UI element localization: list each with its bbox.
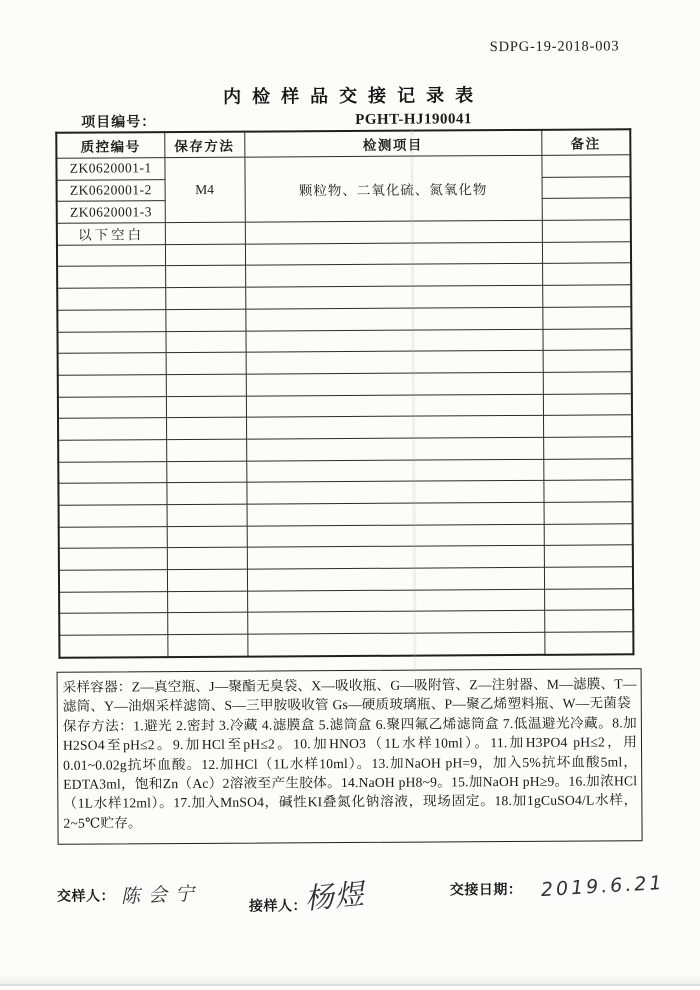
empty-cell	[543, 415, 632, 437]
empty-cell	[165, 287, 245, 309]
empty-cell	[167, 591, 247, 613]
remark-cell	[541, 155, 630, 177]
empty-cell	[246, 416, 543, 440]
empty-cell	[58, 418, 166, 440]
empty-cell	[245, 307, 542, 331]
sampler-signature: 陈会宁	[120, 882, 203, 908]
empty-cell	[167, 634, 247, 657]
empty-cell	[245, 329, 542, 353]
empty-cell	[59, 591, 167, 613]
empty-cell	[59, 635, 167, 658]
empty-cell	[165, 309, 245, 331]
empty-cell	[58, 353, 166, 375]
empty-cell	[58, 483, 166, 505]
empty-cell	[543, 350, 632, 372]
qc-number-cell: ZK0620001-3	[57, 201, 165, 223]
empty-cell	[542, 285, 631, 307]
empty-cell	[166, 396, 246, 418]
column-header: 备注	[541, 129, 630, 155]
empty-cell	[247, 502, 544, 526]
handover-date-value: 2019.6.21	[539, 871, 665, 902]
empty-cell	[247, 524, 544, 548]
empty-cell	[59, 570, 167, 592]
empty-cell	[167, 504, 247, 526]
empty-cell	[57, 244, 165, 266]
empty-cell	[166, 374, 246, 396]
empty-cell	[543, 437, 632, 459]
empty-cell	[167, 548, 247, 570]
page-bottom-edge	[0, 984, 700, 986]
empty-cell	[166, 439, 246, 461]
project-number-value: PGHT-HJ190041	[355, 111, 473, 128]
empty-cell	[247, 546, 544, 570]
methods-note	[63, 713, 638, 833]
empty-cell	[57, 288, 165, 310]
table-row	[59, 632, 633, 658]
column-header: 质控编号	[56, 132, 164, 158]
empty-cell	[544, 589, 633, 611]
test-items-cell: 颗粒物、二氧化硫、氮氧化物	[244, 155, 541, 222]
handover-date-label: 交接日期：	[449, 882, 523, 899]
empty-cell	[542, 328, 631, 350]
empty-cell	[167, 613, 247, 635]
empty-cell	[542, 307, 631, 329]
empty-cell	[165, 331, 245, 353]
empty-cell	[59, 505, 167, 527]
remark-cell	[542, 220, 631, 242]
empty-cell	[247, 632, 544, 656]
empty-cell	[166, 352, 246, 374]
empty-cell	[544, 610, 633, 632]
empty-cell	[57, 309, 165, 331]
empty-cell	[58, 461, 166, 483]
remark-cell	[542, 198, 631, 220]
empty-cell	[166, 482, 246, 504]
empty-cell	[542, 263, 631, 285]
empty-cell	[58, 374, 166, 396]
receiver-field	[249, 878, 365, 920]
sampler-label: 交样人：	[56, 889, 115, 905]
empty-cell	[245, 220, 542, 244]
empty-cell	[247, 611, 544, 635]
sampler-field	[57, 879, 202, 907]
receiver-label: 接样人：	[248, 899, 308, 915]
empty-cell	[166, 417, 246, 439]
empty-cell	[245, 264, 542, 288]
empty-cell	[246, 459, 543, 483]
empty-cell	[57, 266, 165, 288]
methods-note-label: 保存方法：	[62, 718, 134, 734]
remark-cell	[542, 176, 631, 198]
empty-cell	[544, 545, 633, 567]
empty-cell	[247, 567, 544, 591]
empty-cell	[543, 480, 632, 502]
page-bottom-shade	[0, 974, 700, 984]
empty-cell	[246, 372, 543, 396]
empty-cell	[167, 569, 247, 591]
empty-cell	[165, 244, 245, 266]
signature-row	[3, 872, 700, 936]
empty-cell	[544, 523, 633, 545]
empty-cell	[165, 222, 245, 244]
empty-cell	[543, 458, 632, 480]
receiver-signature: 杨煜	[303, 876, 367, 916]
empty-cell	[59, 548, 167, 570]
empty-cell	[167, 526, 247, 548]
empty-cell	[544, 567, 633, 589]
qc-number-cell: ZK0620001-1	[56, 158, 164, 180]
empty-cell	[246, 394, 543, 418]
empty-cell	[166, 461, 246, 483]
sample-handover-table	[55, 128, 634, 658]
handover-date-field	[449, 871, 665, 902]
empty-cell	[245, 285, 542, 309]
page-title: 内检样品交接记录表	[222, 85, 485, 107]
empty-cell	[246, 481, 543, 505]
empty-cell	[544, 632, 633, 655]
methods-note-text: 1.避光 2.密封 3.冷藏 4.滤膜盒 5.滤筒盒 6.聚四氟乙烯滤筒盒 7.低温避光冷藏。8.加H2SO4至pH≤2。9.加HCl至pH≤2。10.加HNO3（1L水样10ml）。11.加H3PO4 pH≤2，用0.01~0.02g抗坏血酸。12.加HCl（1L水样10ml）。13.加NaOH pH=9，加入5%抗坏血酸5ml，EDTA3ml，饱和Zn（Ac）2溶液至产生胶体。14.NaOH pH8~9。15.加NaOH pH≥9。16.加浓HCl（1L水样12ml）。17.加入MnSO4，碱性KI叠氮化钠溶液，现场固定。18.加1gCuSO4/L水样，2~5℃贮存。	[62, 715, 638, 831]
document-code: SDPG-19-2018-003	[489, 38, 620, 56]
container-note-label: 采样容器：	[62, 679, 132, 695]
empty-cell	[246, 351, 543, 375]
empty-cell	[58, 440, 166, 462]
table-header-row	[56, 129, 630, 158]
empty-cell	[165, 266, 245, 288]
empty-cell	[59, 526, 167, 548]
empty-cell	[247, 589, 544, 613]
column-header: 保存方法	[164, 132, 244, 158]
empty-cell	[59, 613, 167, 635]
empty-cell	[246, 437, 543, 461]
empty-cell	[544, 502, 633, 524]
empty-cell	[57, 331, 165, 353]
empty-cell	[245, 242, 542, 266]
project-number-label: 项目编号：	[81, 115, 157, 131]
empty-cell	[58, 396, 166, 418]
empty-cell	[543, 393, 632, 415]
container-note-text: Z—真空瓶、J—聚酯无臭袋、X—吸收瓶、G—吸附管、Z—注射器、M—滤膜、T—滤筒、Y—油烟采样滤筒、S—三甲胺吸收管 Gs—硬质玻璃瓶、P—聚乙烯塑料瓶、W—无菌袋	[62, 676, 637, 715]
empty-cell	[542, 242, 631, 264]
container-note	[63, 674, 637, 716]
end-marker-cell: 以下空白	[57, 223, 165, 245]
notes-box	[57, 668, 643, 845]
preservation-method-cell: M4	[164, 157, 244, 223]
qc-number-cell: ZK0620001-2	[57, 179, 165, 201]
column-header: 检测项目	[244, 130, 541, 157]
empty-cell	[543, 372, 632, 394]
